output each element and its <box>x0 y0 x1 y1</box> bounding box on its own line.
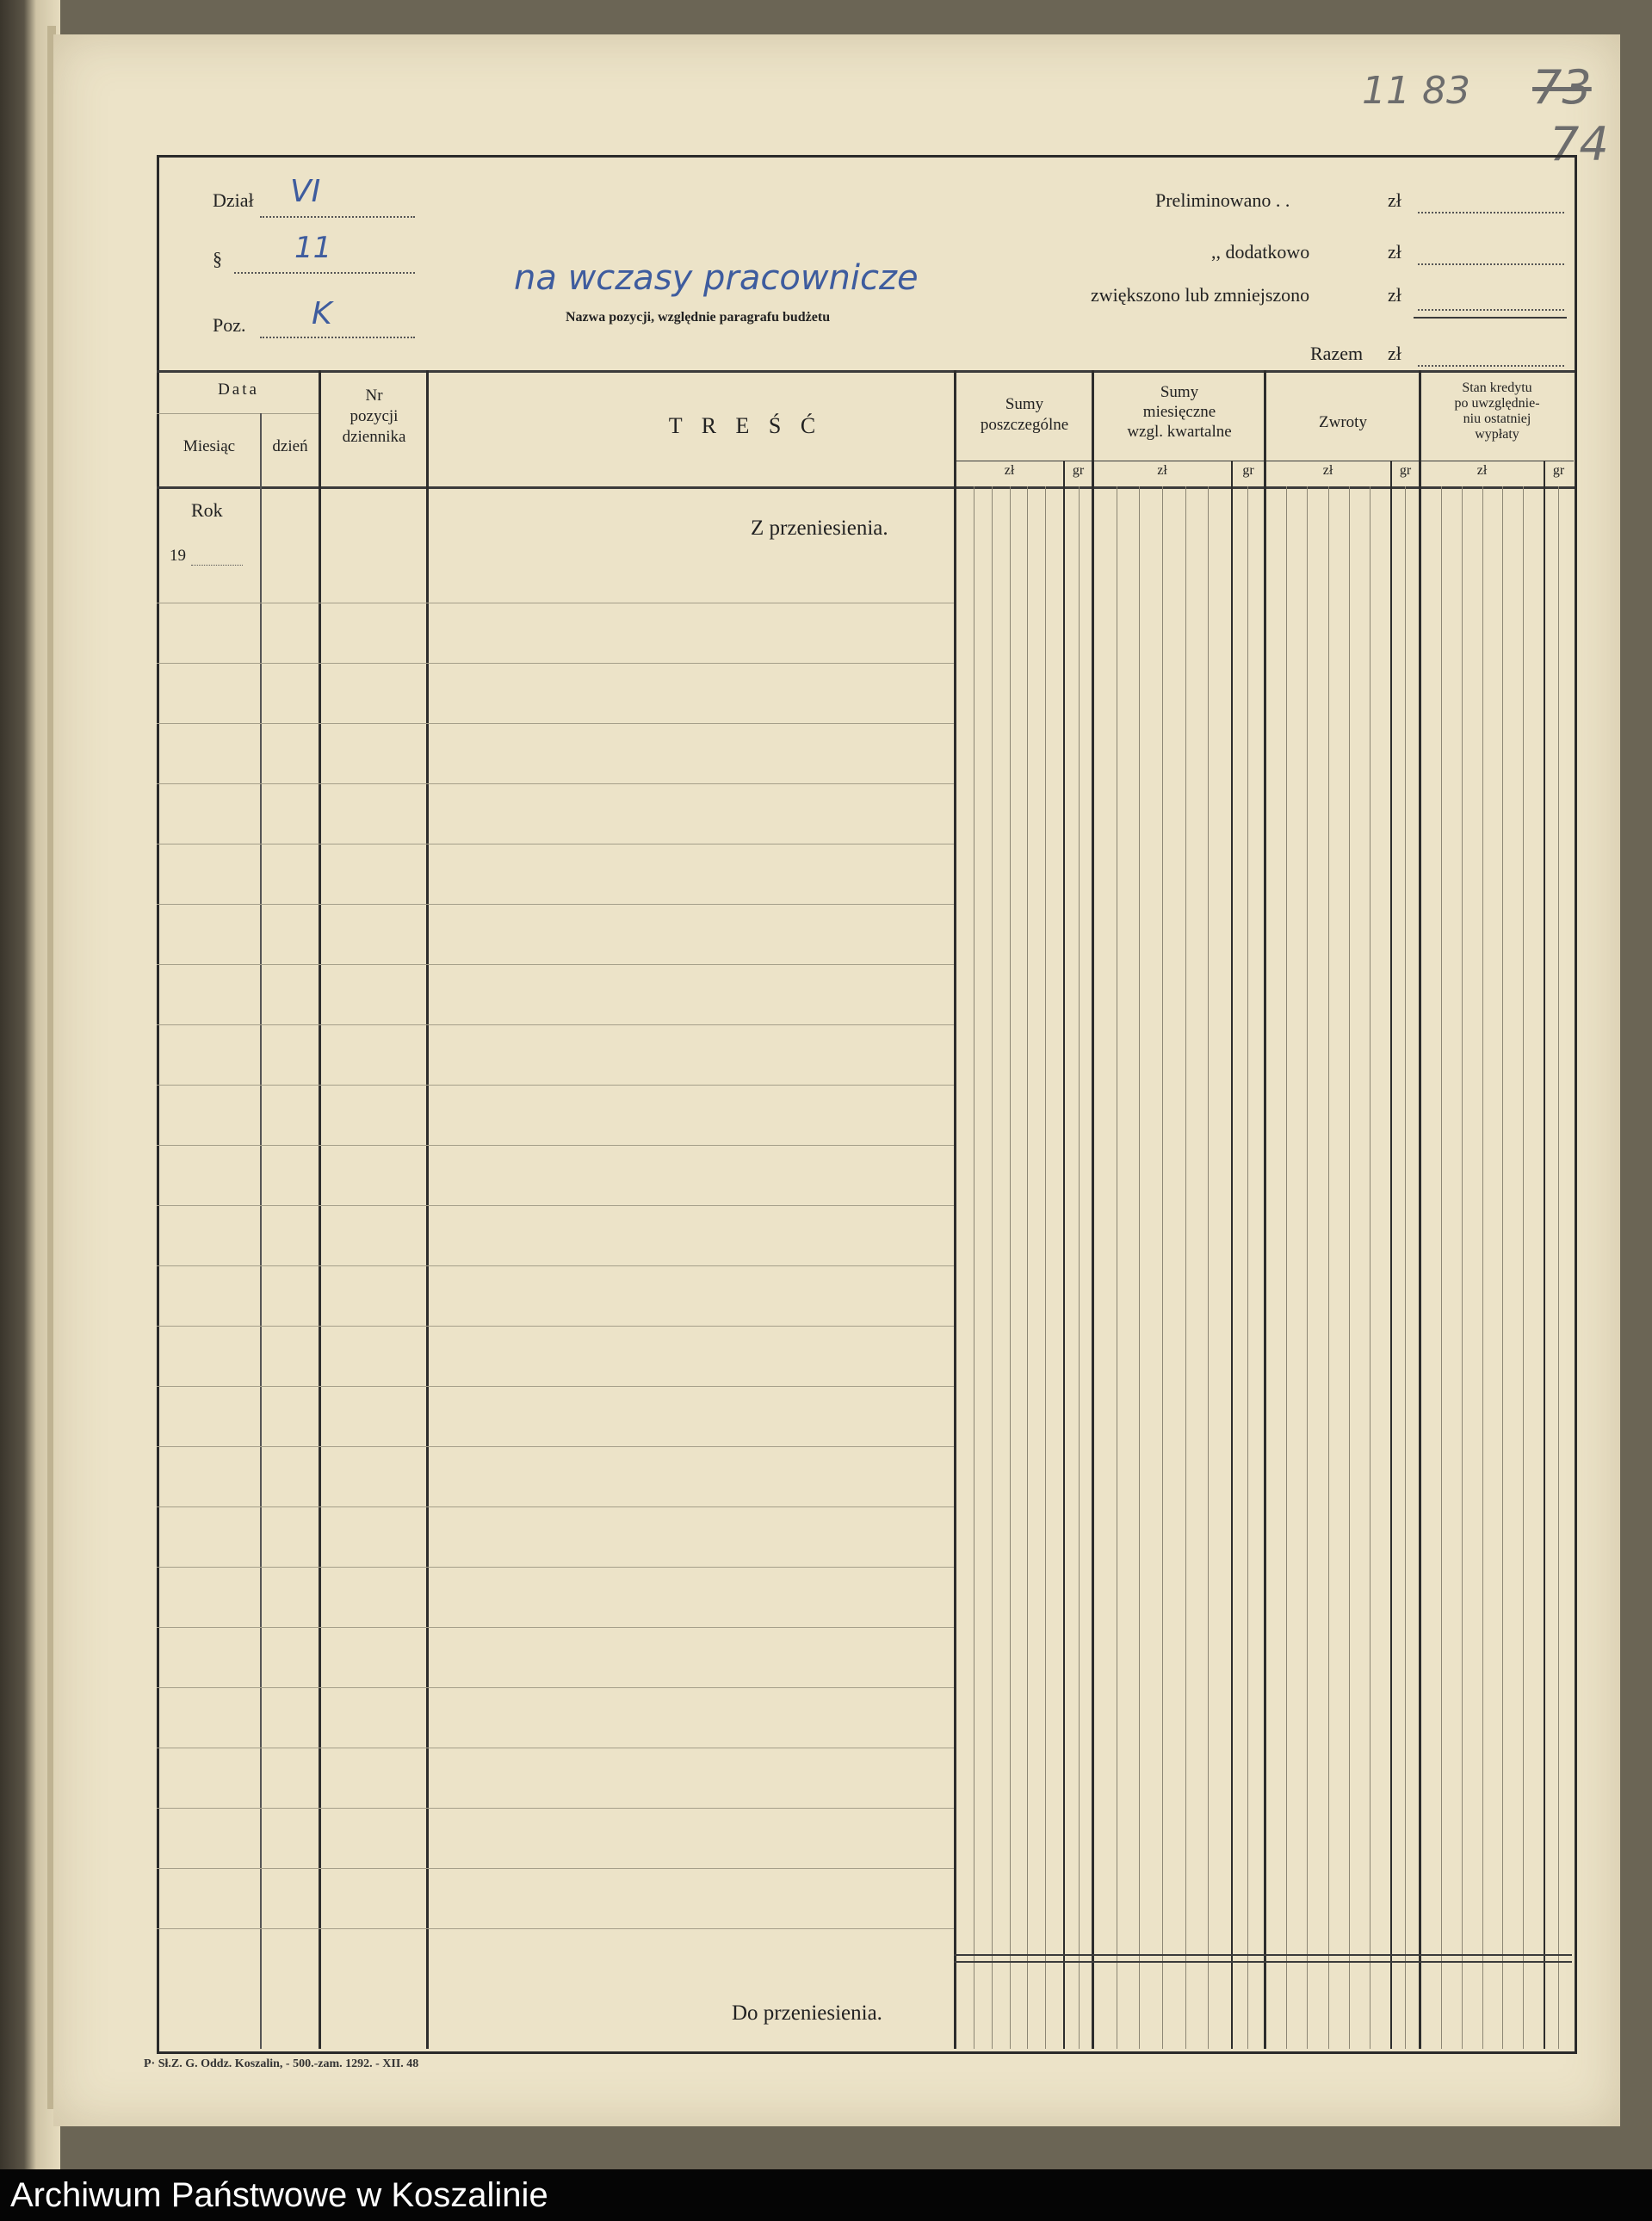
zwiekszono-currency: zł <box>1388 284 1401 306</box>
col-miesiac: Miesiąc <box>183 437 236 455</box>
digit-column-line <box>1307 486 1308 2049</box>
digit-column-line <box>1162 486 1163 2049</box>
year-prefix: 19 <box>170 547 186 565</box>
zl-3: zł <box>1322 463 1333 478</box>
gr-divider-2 <box>1231 461 1233 2049</box>
col-divider-dzien <box>260 413 262 2049</box>
archive-banner <box>0 2169 1652 2221</box>
position-name: na wczasy pracownicze <box>514 258 919 298</box>
row-rule <box>157 1386 954 1387</box>
struck-page-number: 73 <box>1532 60 1592 114</box>
zl-1: zł <box>1004 463 1015 478</box>
col-divider-tresc <box>954 370 956 2049</box>
razem-currency: zł <box>1388 343 1401 364</box>
dzial-line <box>260 215 415 218</box>
zl-4: zł <box>1476 463 1488 478</box>
row-rule <box>157 1506 954 1507</box>
col-tresc: T R E Ś Ć <box>668 413 823 438</box>
printer-note: P· Sł.Z. G. Oddz. Koszalin, - 500.-zam. 1292. - XII. 48 <box>144 2057 419 2070</box>
digit-column-line <box>1010 486 1011 2049</box>
header-top-rule <box>157 370 1575 373</box>
col-divider-nr <box>426 370 429 2049</box>
row-rule <box>157 1687 954 1688</box>
row-rule <box>157 723 954 724</box>
paragraf-line <box>234 271 415 274</box>
row-rule <box>157 904 954 905</box>
digit-column-line <box>1482 486 1483 2049</box>
current-page-number: 74 <box>1550 117 1609 171</box>
col-data: Data <box>218 380 259 399</box>
gr-4: gr <box>1552 463 1565 478</box>
grosz-column-line <box>1405 486 1406 2049</box>
col-divider-sumy <box>1092 370 1094 2049</box>
year-line <box>191 564 243 566</box>
digit-column-line <box>1208 486 1209 2049</box>
ledger-form <box>144 155 1577 2070</box>
col-divider-date <box>319 370 321 2049</box>
digit-column-line <box>1502 486 1503 2049</box>
zl-2: zł <box>1157 463 1167 478</box>
header-bottom-rule <box>157 486 1575 489</box>
pencil-page-number: 11 83 <box>1362 69 1470 113</box>
col-stan-kredytu: Stan kredytu po uwzględnie- niu ostatniej wypłaty <box>1454 380 1540 442</box>
gr-3: gr <box>1399 463 1412 478</box>
do-przeniesienia: Do przeniesienia. <box>732 2001 882 2025</box>
digit-column-line <box>1027 486 1028 2049</box>
row-rule <box>157 1868 954 1869</box>
paragraf-label: § <box>213 248 222 269</box>
row-rule <box>157 1627 954 1628</box>
row-rule <box>157 783 954 784</box>
preliminowano-currency: zł <box>1388 189 1401 211</box>
col-nr-pozycji: Nr pozycji dziennika <box>342 387 406 446</box>
digit-column-line <box>1185 486 1186 2049</box>
col-sumy-poszczegolne: Sumy poszczególne <box>980 395 1069 434</box>
digit-column-line <box>1328 486 1329 2049</box>
col-sumy-miesieczne: Sumy miesięczne wzgl. kwartalne <box>1127 383 1232 441</box>
razem-rule <box>1414 317 1567 319</box>
row-rule <box>157 1145 954 1146</box>
gr-2: gr <box>1242 463 1254 478</box>
ledger-page <box>53 34 1620 2126</box>
digit-column-line <box>1462 486 1463 2049</box>
row-rule <box>157 1446 954 1447</box>
dzial-value: VI <box>290 174 321 209</box>
grosz-column-line <box>1558 486 1559 2049</box>
preliminowano-line <box>1418 211 1564 213</box>
data-subrule <box>157 413 320 414</box>
poz-value: K <box>312 296 332 331</box>
archive-banner-text: Archiwum Państwowe w Koszalinie <box>10 2176 548 2214</box>
row-rule <box>157 1085 954 1086</box>
dodatkowo-currency: zł <box>1388 241 1401 263</box>
rok-label: Rok <box>191 499 223 521</box>
col-divider-miesieczne <box>1264 370 1266 2049</box>
row-rule <box>157 663 954 664</box>
row-rule <box>157 1205 954 1206</box>
paragraf-value: 11 <box>294 231 332 265</box>
row-rule <box>157 1326 954 1327</box>
digit-column-line <box>992 486 993 2049</box>
poz-line <box>260 336 415 338</box>
dodatkowo-label: ,, dodatkowo <box>1211 241 1310 263</box>
row-rule <box>157 964 954 965</box>
digit-column-line <box>1441 486 1442 2049</box>
dodatkowo-line <box>1418 263 1564 265</box>
digit-column-line <box>1045 486 1046 2049</box>
row-rule <box>157 1567 954 1568</box>
position-caption: Nazwa pozycji, względnie paragrafu budżetu <box>566 310 831 325</box>
digit-column-line <box>1139 486 1140 2049</box>
razem-line <box>1418 364 1564 367</box>
col-zwroty: Zwroty <box>1319 413 1367 431</box>
zwiekszono-line <box>1418 308 1564 311</box>
col-divider-zwroty <box>1419 370 1421 2049</box>
total-double-rule-2 <box>954 1961 1572 1963</box>
dzial-label: Dział <box>213 189 254 211</box>
col-dzien: dzień <box>272 437 308 455</box>
total-double-rule-1 <box>954 1954 1572 1956</box>
row-rule <box>157 1024 954 1025</box>
grosz-column-line <box>1247 486 1248 2049</box>
digit-column-line <box>1349 486 1350 2049</box>
row-rule <box>157 1808 954 1809</box>
poz-label: Poz. <box>213 314 246 336</box>
preliminowano-label: Preliminowano . . <box>1155 189 1290 211</box>
zwiekszono-label: zwiększono lub zmniejszono <box>1091 284 1310 306</box>
row-rule <box>157 1265 954 1266</box>
razem-label: Razem <box>1310 343 1364 364</box>
gr-divider-4 <box>1544 461 1545 2049</box>
grosz-column-line <box>1079 486 1080 2049</box>
gr-divider-1 <box>1063 461 1065 2049</box>
gr-1: gr <box>1072 463 1085 478</box>
digit-column-line <box>1523 486 1524 2049</box>
row-rule <box>157 1928 954 1929</box>
gr-divider-3 <box>1390 461 1392 2049</box>
z-przeniesienia: Z przeniesienia. <box>751 517 888 540</box>
digit-column-line <box>1286 486 1287 2049</box>
